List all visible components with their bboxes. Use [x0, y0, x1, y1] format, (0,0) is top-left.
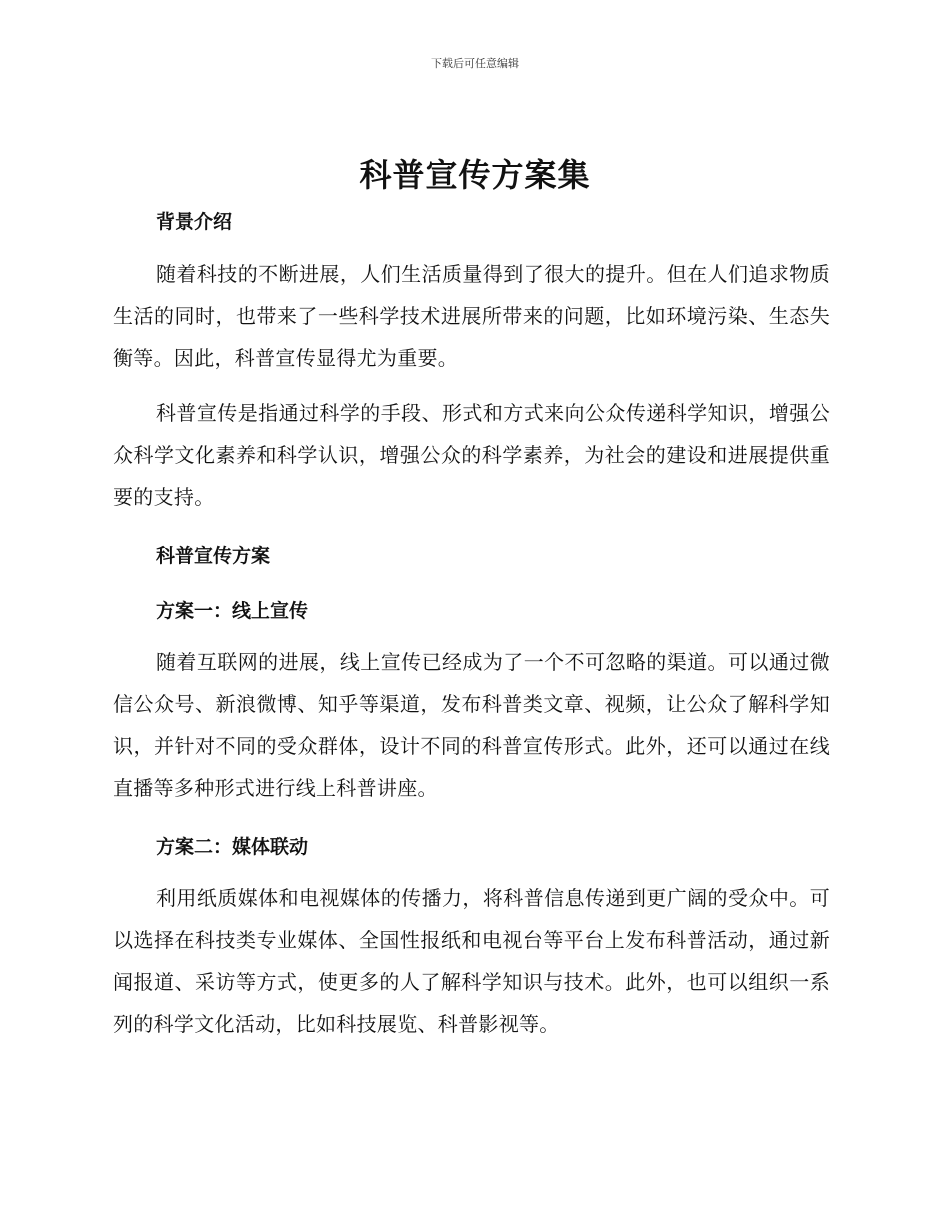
- paragraph-background-2: 科普宣传是指通过科学的手段、形式和方式来向公众传递科学知识，增强公众科学文化素养和科学认识，增强公众的科学素养，为社会的建设和进展提供重要的支持。: [113, 401, 830, 509]
- section-heading-plans: 科普宣传方案: [156, 545, 271, 567]
- header-note: 下载后可任意编辑: [431, 57, 519, 70]
- paragraph-plan2: 利用纸质媒体和电视媒体的传播力，将科普信息传递到更广阔的受众中。可以选择在科技类专业媒体、全国性报纸和电视台等平台上发布科普活动，通过新闻报道、采访等方式，使更多的人了解科学知识与技术。此外，也可以组织一系列的科学文化活动，比如科技展览、科普影视等。: [113, 886, 830, 1036]
- page-title: 科普宣传方案集: [359, 156, 591, 194]
- plan2-heading: 方案二：媒体联动: [156, 836, 309, 858]
- paragraph-background-1: 随着科技的不断进展，人们生活质量得到了很大的提升。但在人们追求物质生活的同时，也带来了一些科学技术进展所带来的问题，比如环境污染、生态失衡等。因此，科普宣传显得尤为重要。: [113, 262, 830, 370]
- paragraph-plan1: 随着互联网的进展，线上宣传已经成为了一个不可忽略的渠道。可以通过微信公众号、新浪微博、知乎等渠道，发布科普类文章、视频，让公众了解科学知识，并针对不同的受众群体，设计不同的科普宣传形式。此外，还可以通过在线直播等多种形式进行线上科普讲座。: [113, 650, 830, 800]
- section-heading-background: 背景介绍: [156, 211, 233, 233]
- plan1-heading: 方案一：线上宣传: [156, 600, 309, 622]
